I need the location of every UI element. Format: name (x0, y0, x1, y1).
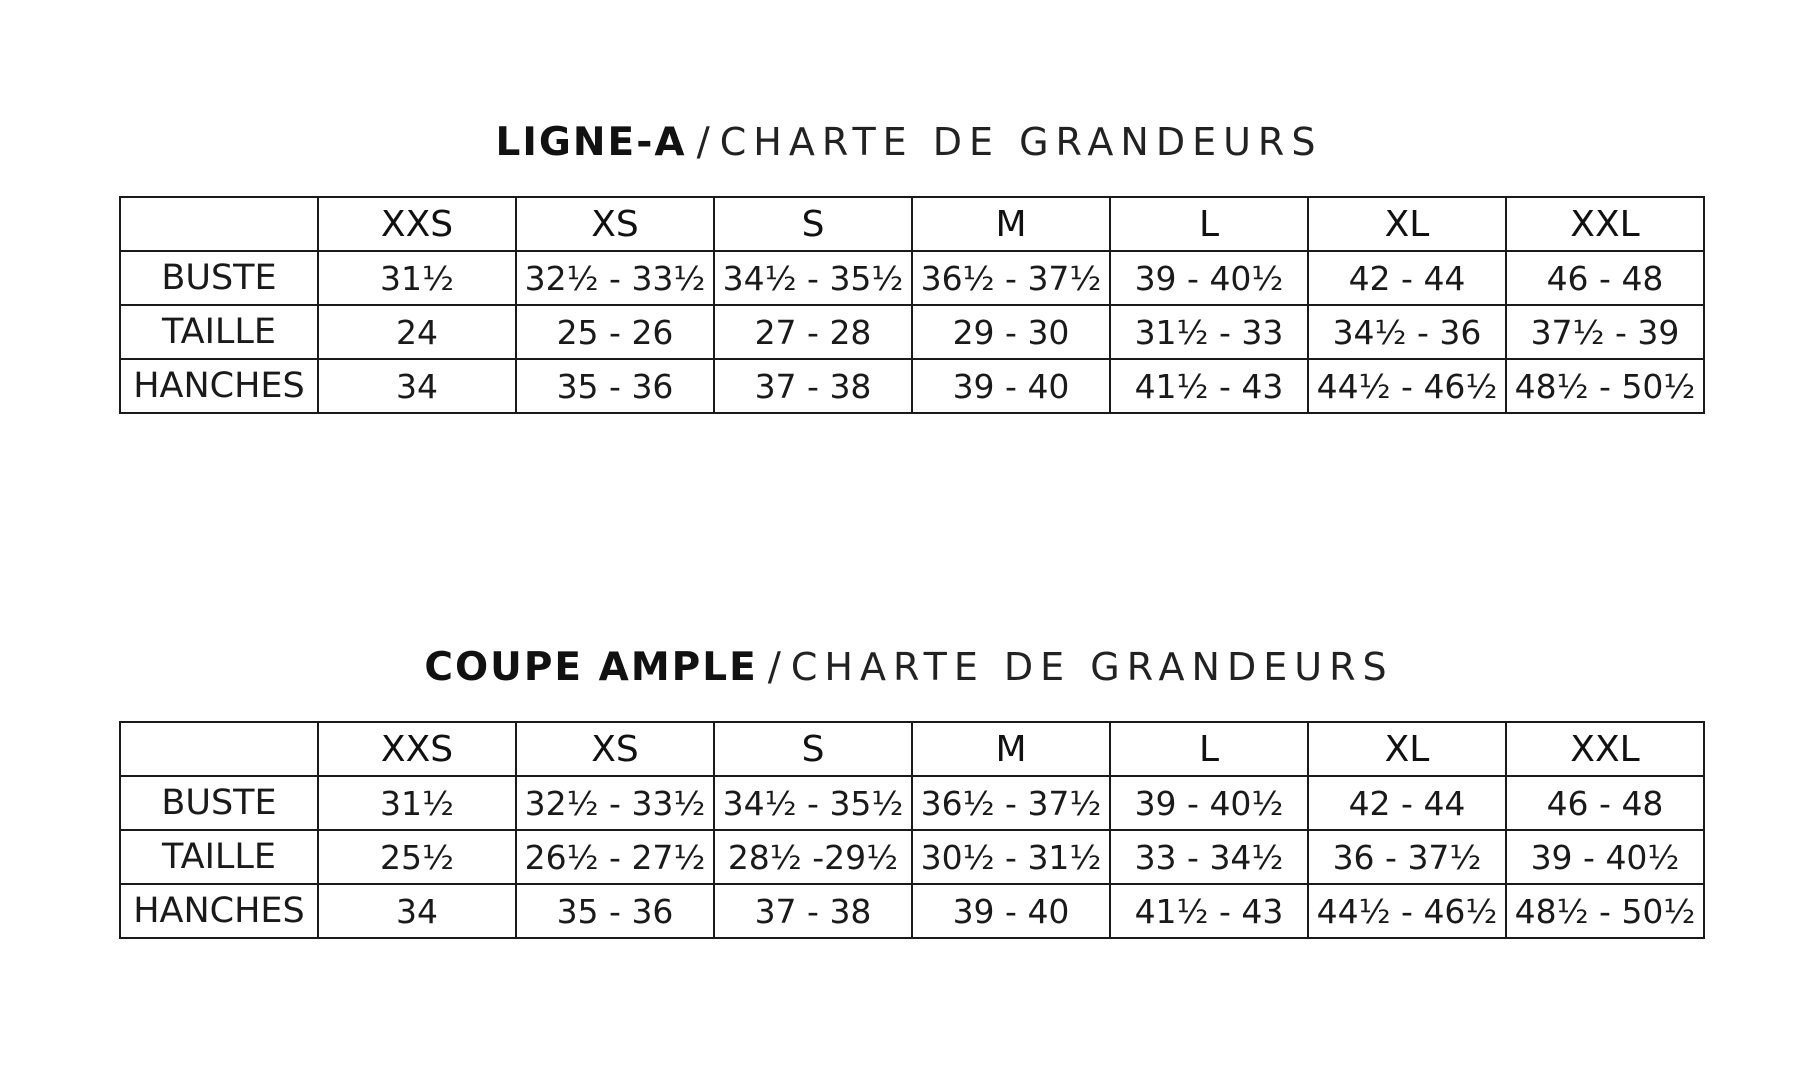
measurement-cell: 39 - 40½ (1110, 776, 1308, 830)
table-row (120, 776, 1704, 830)
measurement-cell: 41½ - 43 (1110, 359, 1308, 413)
table-row (120, 884, 1704, 938)
measurement-cell: 36½ - 37½ (912, 776, 1110, 830)
size-table-ligne-a (119, 196, 1705, 414)
measurement-cell: 42 - 44 (1308, 251, 1506, 305)
size-header: XS (516, 197, 714, 251)
row-label: BUSTE (120, 251, 318, 305)
measurement-cell: 27 - 28 (714, 305, 912, 359)
chart-title-light: CHARTE DE GRANDEURS (719, 120, 1323, 164)
measurement-cell: 39 - 40 (912, 359, 1110, 413)
measurement-cell: 34 (318, 359, 516, 413)
table-row (120, 305, 1704, 359)
measurement-cell: 32½ - 33½ (516, 251, 714, 305)
chart-title-light: CHARTE DE GRANDEURS (790, 645, 1394, 689)
measurement-cell: 39 - 40½ (1506, 830, 1704, 884)
measurement-cell: 29 - 30 (912, 305, 1110, 359)
measurement-cell: 34½ - 36 (1308, 305, 1506, 359)
table-row (120, 830, 1704, 884)
chart-title-bold: LIGNE-A (495, 120, 687, 165)
chart-heading (0, 112, 1818, 172)
size-header: M (912, 197, 1110, 251)
measurement-cell: 37 - 38 (714, 359, 912, 413)
chart-title-bold: COUPE AMPLE (424, 645, 758, 690)
row-label: TAILLE (120, 830, 318, 884)
measurement-cell: 44½ - 46½ (1308, 359, 1506, 413)
measurement-cell: 41½ - 43 (1110, 884, 1308, 938)
measurement-cell: 35 - 36 (516, 359, 714, 413)
measurement-cell: 34½ - 35½ (714, 251, 912, 305)
title-separator: / (767, 645, 781, 690)
table-header-row (120, 197, 1704, 251)
row-label: HANCHES (120, 884, 318, 938)
measurement-cell: 28½ -29½ (714, 830, 912, 884)
measurement-cell: 48½ - 50½ (1506, 884, 1704, 938)
size-chart-section-ligne-a (0, 112, 1818, 406)
size-header: XL (1308, 722, 1506, 776)
size-header: XS (516, 722, 714, 776)
measurement-cell: 39 - 40 (912, 884, 1110, 938)
measurement-cell: 44½ - 46½ (1308, 884, 1506, 938)
measurement-cell: 37 - 38 (714, 884, 912, 938)
measurement-cell: 36½ - 37½ (912, 251, 1110, 305)
measurement-cell: 39 - 40½ (1110, 251, 1308, 305)
measurement-cell: 31½ - 33 (1110, 305, 1308, 359)
measurement-cell: 24 (318, 305, 516, 359)
table-row (120, 359, 1704, 413)
size-header: S (714, 197, 912, 251)
measurement-cell: 35 - 36 (516, 884, 714, 938)
size-table-coupe-ample (119, 721, 1705, 939)
measurement-cell: 25 - 26 (516, 305, 714, 359)
measurement-cell: 42 - 44 (1308, 776, 1506, 830)
size-header: XXS (318, 722, 516, 776)
row-label: TAILLE (120, 305, 318, 359)
measurement-cell: 36 - 37½ (1308, 830, 1506, 884)
size-header: XXL (1506, 197, 1704, 251)
row-label: HANCHES (120, 359, 318, 413)
measurement-cell: 31½ (318, 251, 516, 305)
title-separator: / (696, 120, 710, 165)
size-header: XXL (1506, 722, 1704, 776)
measurement-cell: 26½ - 27½ (516, 830, 714, 884)
size-header: XL (1308, 197, 1506, 251)
measurement-cell: 32½ - 33½ (516, 776, 714, 830)
empty-corner-cell (120, 197, 318, 251)
measurement-cell: 25½ (318, 830, 516, 884)
measurement-cell: 33 - 34½ (1110, 830, 1308, 884)
measurement-cell: 48½ - 50½ (1506, 359, 1704, 413)
size-header: XXS (318, 197, 516, 251)
measurement-cell: 31½ (318, 776, 516, 830)
measurement-cell: 37½ - 39 (1506, 305, 1704, 359)
table-row (120, 251, 1704, 305)
chart-heading (0, 637, 1818, 697)
size-header: L (1110, 722, 1308, 776)
empty-corner-cell (120, 722, 318, 776)
measurement-cell: 30½ - 31½ (912, 830, 1110, 884)
size-header: M (912, 722, 1110, 776)
measurement-cell: 34 (318, 884, 516, 938)
measurement-cell: 46 - 48 (1506, 251, 1704, 305)
measurement-cell: 34½ - 35½ (714, 776, 912, 830)
measurement-cell: 46 - 48 (1506, 776, 1704, 830)
size-header: S (714, 722, 912, 776)
table-header-row (120, 722, 1704, 776)
row-label: BUSTE (120, 776, 318, 830)
size-chart-section-coupe-ample (0, 637, 1818, 931)
size-header: L (1110, 197, 1308, 251)
